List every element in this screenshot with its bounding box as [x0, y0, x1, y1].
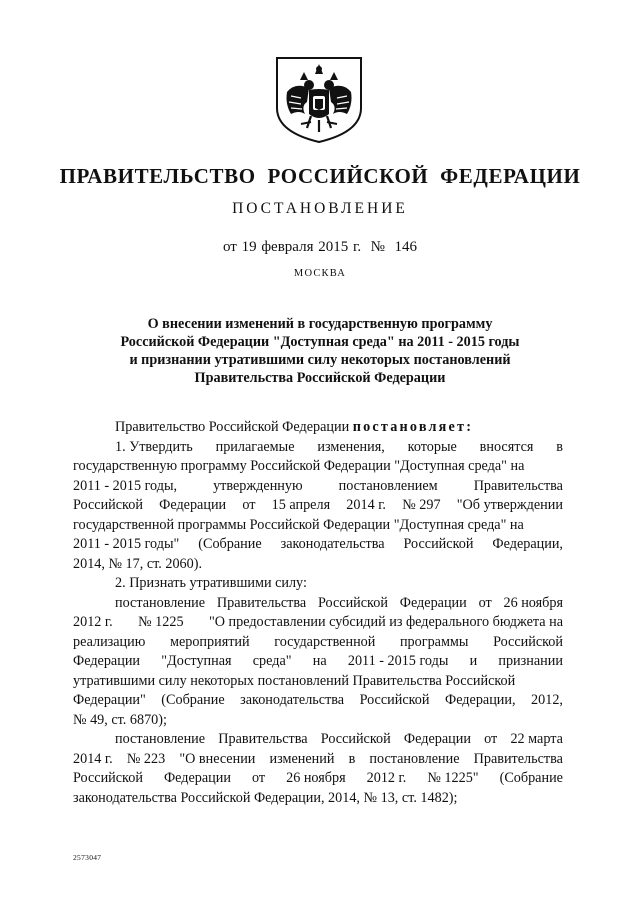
text-word: 2014 г. — [73, 750, 113, 767]
text-word: Правительства — [218, 731, 308, 747]
text-word: "Об утверждении — [456, 497, 563, 513]
text-word: 1. Утвердить — [115, 438, 193, 455]
text-line — [73, 574, 563, 594]
text-word: от — [251, 770, 266, 786]
government-title: ПРАВИТЕЛЬСТВО РОССИЙСКОЙ ФЕДЕРАЦИИ — [59, 164, 581, 188]
text-word: государственной — [274, 633, 376, 650]
text-word: 2014, № 17, ст. 2060). — [73, 555, 203, 572]
text-word: государственной программы Российской Федерации "Доступная среда" на — [73, 516, 524, 533]
text-line — [73, 594, 563, 614]
heading-line: О внесении изменений в государственную программу — [147, 316, 493, 332]
text-word: Российской — [403, 536, 474, 552]
text-word: в — [556, 438, 563, 455]
text-line — [73, 496, 563, 516]
text-word: 2. Признать утратившими силу: — [115, 575, 307, 591]
text-word: постановление — [115, 594, 206, 611]
text-line — [73, 789, 563, 809]
text-word: программы — [399, 633, 469, 650]
text-word: Российской — [318, 594, 388, 611]
text-line — [73, 711, 563, 731]
text-word: законодательства — [280, 536, 385, 552]
text-word: № 49, ст. 6870); — [73, 711, 167, 728]
text-word: среда" — [252, 653, 292, 669]
text-word: вносятся — [479, 438, 534, 455]
text-word: Российской — [320, 731, 391, 747]
text-word: постановление — [369, 750, 460, 767]
text-word: законодательства Российской Федерации, 2014, № 13, ст. 1482); — [73, 789, 458, 806]
text-word: (Собрание — [499, 770, 563, 786]
text-word: Федерации, — [492, 536, 563, 552]
text-word: от — [478, 594, 492, 611]
text-line — [73, 613, 563, 633]
text-word: 26 ноября — [503, 594, 563, 611]
document-body — [73, 418, 563, 808]
text-word: мероприятий — [169, 633, 250, 650]
text-line — [73, 555, 563, 575]
state-emblem-icon — [271, 52, 367, 144]
text-word: на — [312, 653, 327, 669]
text-word: № 1225 — [138, 614, 184, 630]
text-word: 2012, — [531, 692, 563, 708]
text-word: Российской — [359, 692, 430, 708]
text-word: 2011 - 2015 годы — [347, 653, 449, 669]
text-word: Федерации — [163, 770, 231, 786]
text-line — [73, 652, 563, 672]
document-code: 2573047 — [73, 853, 102, 862]
text-word: Федерации, — [444, 692, 516, 708]
text-line — [73, 730, 563, 750]
text-word: и — [469, 653, 478, 669]
text-word: Правительства — [473, 750, 563, 767]
heading-line: и признании утратившими силу некоторых постановлений — [129, 352, 511, 368]
text-word: № 223 — [126, 750, 166, 767]
text-word: 2011 - 2015 годы" — [73, 536, 180, 552]
text-word: Федерации — [403, 731, 471, 747]
text-word: изменения, — [317, 438, 385, 455]
preamble-text: Правительство Российской Федерации — [115, 419, 350, 435]
text-word: реализацию — [73, 633, 146, 650]
text-word: Российской — [493, 633, 563, 650]
text-word: Федерации — [73, 653, 141, 669]
text-word: "Доступная — [161, 653, 232, 669]
text-word: признании — [498, 653, 563, 669]
text-word: в — [348, 750, 356, 767]
text-word: 22 марта — [510, 731, 563, 747]
text-word: № 1225" — [427, 770, 479, 786]
document-heading — [60, 315, 580, 387]
heading-line: Российской Федерации "Доступная среда" на 2011 - 2015 годы — [120, 334, 520, 350]
text-word: (Собрание — [198, 536, 262, 552]
text-line — [73, 769, 563, 789]
text-word: изменений — [269, 750, 335, 767]
text-line — [73, 672, 563, 692]
text-word: 2011 - 2015 годы, — [73, 477, 178, 494]
text-line — [73, 691, 563, 711]
text-line — [73, 516, 563, 536]
text-word: № 297 — [402, 497, 441, 513]
text-word: 26 ноября — [286, 770, 346, 786]
text-word: прилагаемые — [215, 438, 295, 455]
text-line — [73, 457, 563, 477]
text-word: от — [242, 497, 256, 513]
resolves-word: постановляет: — [352, 419, 474, 435]
text-word: 2012 г. — [366, 770, 407, 786]
text-line — [73, 633, 563, 653]
text-line — [73, 535, 563, 555]
preamble-line — [73, 418, 563, 438]
text-word: постановлением — [338, 477, 438, 494]
text-word: государственную программу Российской Федерации "Доступная среда" на — [73, 458, 525, 474]
text-word: утратившими силу некоторых постановлений Правительства Российской — [73, 672, 516, 689]
text-word: законодательства — [240, 692, 345, 708]
document-type: ПОСТАНОВЛЕНИЕ — [232, 200, 408, 217]
text-word: Правительства — [473, 477, 563, 494]
text-word: 2014 г. — [346, 497, 386, 513]
text-word: Правительства — [216, 594, 307, 611]
text-word: 2012 г. — [73, 614, 113, 630]
document-city: МОСКВА — [293, 268, 347, 279]
text-word: Федерации — [399, 594, 467, 611]
text-line — [73, 477, 563, 497]
text-line — [73, 750, 563, 770]
text-word: Российской — [73, 497, 143, 513]
text-word: (Собрание — [161, 692, 225, 708]
document-date-number: от 19 февраля 2015 г. № 146 — [222, 239, 417, 255]
text-word: Федерации — [159, 497, 227, 513]
text-line — [73, 438, 563, 458]
text-word: Российской — [73, 770, 143, 786]
text-word: "О внесении — [179, 750, 256, 767]
text-word: "О предоставлении субсидий из федерального бюджета на — [208, 614, 563, 630]
heading-line: Правительства Российской Федерации — [194, 370, 446, 386]
text-word: которые — [407, 438, 457, 455]
text-word: утвержденную — [213, 477, 303, 494]
text-word: Федерации" — [73, 692, 146, 708]
text-word: от — [484, 731, 498, 747]
text-word: постановление — [115, 731, 206, 747]
text-word: 15 апреля — [271, 497, 331, 513]
